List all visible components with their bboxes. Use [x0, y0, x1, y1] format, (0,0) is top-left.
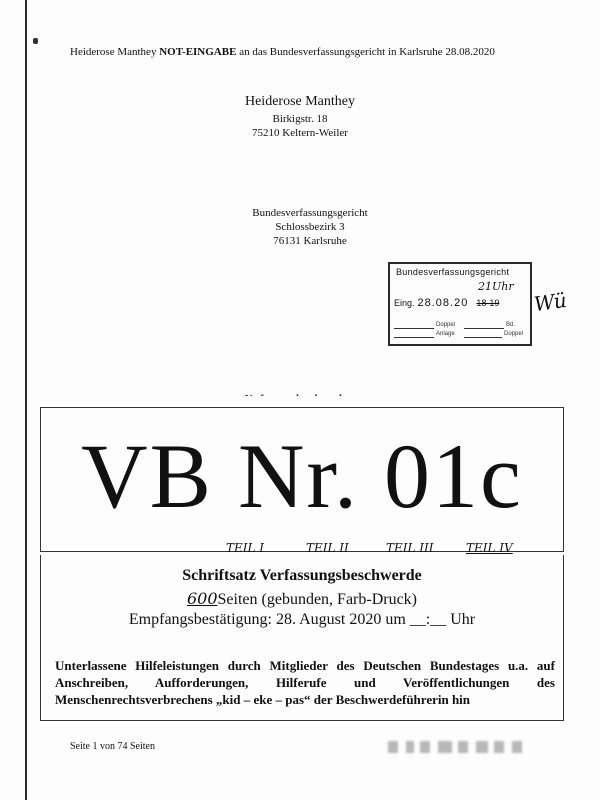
recipient-name: Bundesverfassungsgericht [252, 207, 368, 219]
teil-1: TEIL I [226, 541, 265, 555]
handwritten-paraph: Wü [532, 287, 569, 317]
stamp-anlage-label: Anlage [436, 331, 455, 337]
teil-4: TEIL IV [466, 541, 513, 555]
schriftsatz-title: Schriftsatz Verfassungsbeschwerde [182, 567, 422, 584]
stamp-bd-label: Bd. [506, 322, 516, 328]
receipt-confirmation: Empfangsbestätigung: 28. August 2020 um __:__ Uhr [128, 611, 476, 628]
stamp-eing-label: Eing. [394, 298, 415, 308]
sender-street: Birkigstr. 18 [272, 113, 328, 125]
recipient-address [225, 206, 395, 248]
recipient-city: 76131 Karlsruhe [273, 235, 347, 247]
stamp-date: 28.08.20 [417, 297, 469, 309]
recipient-street: Schlossbezirk 3 [275, 221, 345, 233]
sender-address [200, 92, 400, 140]
redacted-signature [388, 735, 526, 757]
vb-number-title: VB Nr. 01c [81, 425, 523, 527]
header-prefix: Heiderose Manthey [70, 46, 160, 58]
header-emphasis: NOT-EINGABE [159, 46, 237, 58]
stamp-court: Bundesverfassungsgericht [396, 267, 510, 277]
page-footer: Seite 1 von 74 Seiten [70, 741, 155, 752]
teil-3: TEIL III [386, 541, 434, 555]
page-count-line [41, 589, 563, 609]
stamp-eingang [394, 297, 499, 309]
receipt-stamp [388, 262, 532, 346]
vb-number-box [40, 407, 564, 552]
page-count-text: Seiten (gebunden, Farb-Druck) [217, 591, 418, 608]
teil-2: TEIL II [306, 541, 349, 555]
stamp-doppel-label: Doppel [436, 322, 456, 328]
header-line [70, 46, 570, 58]
header-suffix: an das Bundesverfassungsgericht in Karlsruhe 28.08.2020 [236, 46, 495, 58]
sender-city: 75210 Keltern-Weiler [252, 127, 348, 139]
stamp-doppel-label-2: Doppel [504, 331, 524, 337]
sender-name: Heiderose Manthey [244, 94, 356, 109]
punch-hole-mark [33, 38, 38, 44]
description-box [40, 555, 564, 721]
stamp-time-struck: 18-19 [476, 298, 500, 308]
description-paragraph: Unterlassene Hilfeleistungen durch Mitglieder des Deutschen Bundestages u.a. auf Anschreiben, Aufforderungen, Hilferufe und Veröffentlichungen des Menschenrechtsverbrechens „kid – eke – pas“ der Beschwerdeführerin hin [55, 658, 555, 707]
handwritten-page-count: 600 [186, 589, 218, 608]
page-edge-line [25, 0, 27, 800]
stamp-handwritten-time: 21Uhr [478, 280, 514, 293]
